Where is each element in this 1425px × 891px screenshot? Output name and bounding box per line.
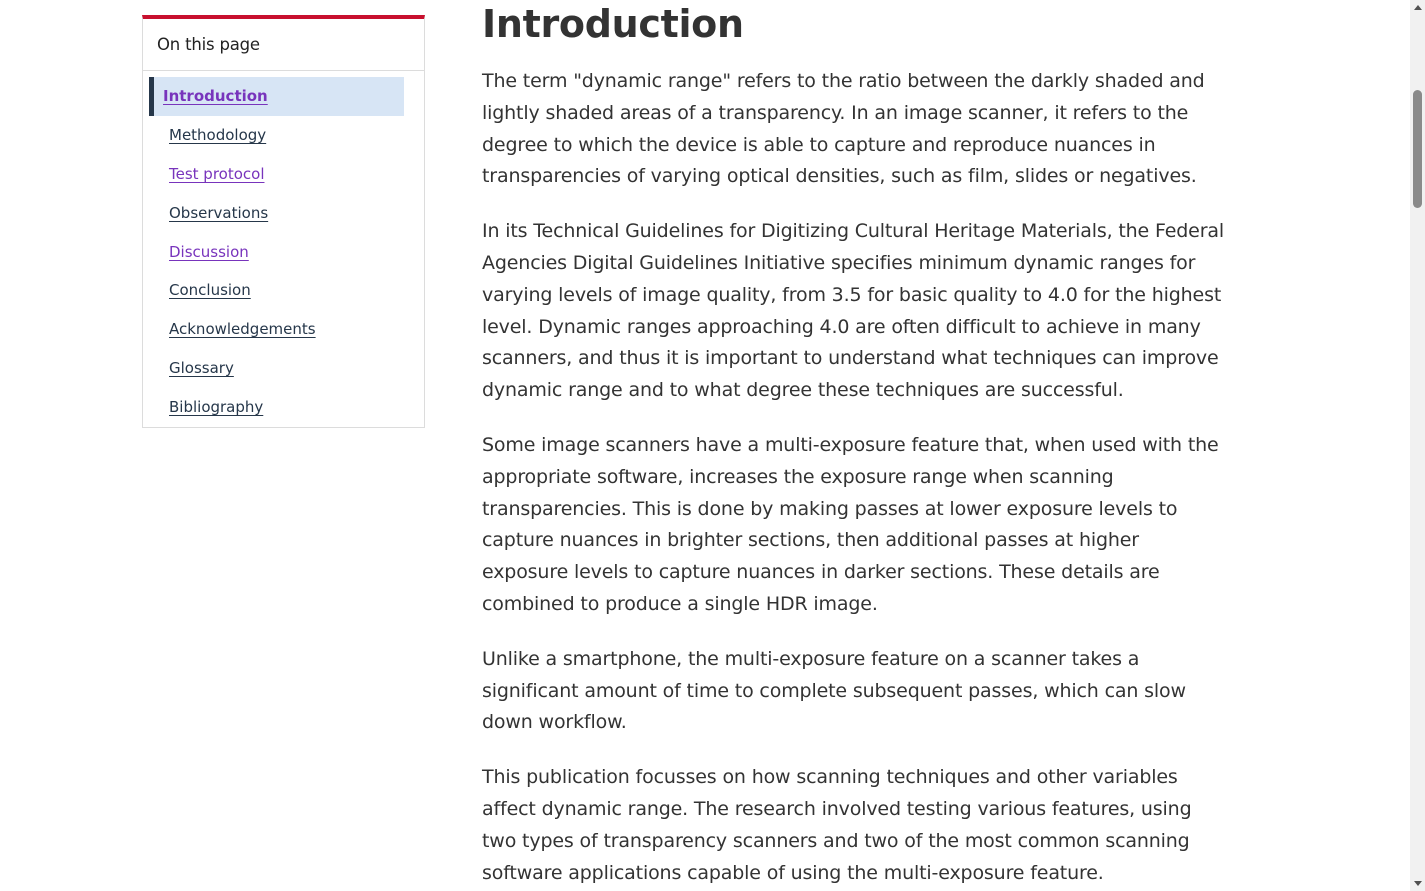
toc-item-observations <box>149 193 404 232</box>
toc-item-test-protocol <box>149 155 404 194</box>
toc-link-glossary[interactable]: Glossary <box>169 358 234 377</box>
toc-link-methodology[interactable]: Methodology <box>169 126 267 145</box>
scroll-up-arrow-icon[interactable] <box>1410 0 1425 15</box>
toc-item-discussion <box>149 232 404 271</box>
paragraph: Some image scanners have a multi-exposure feature that, when used with the appropriate software, increases the exposure range when scanning transparencies. This is done by making passes at lower exposure levels to capture nuances in brighter sections, then additional passes at higher exposure levels to capture nuances in darker sections. These details are combined to produce a single HDR image. <box>482 433 1219 615</box>
toc-link-test-protocol[interactable]: Test protocol <box>169 164 265 183</box>
main-content <box>482 0 1227 891</box>
toc-link-acknowledgements[interactable]: Acknowledgements <box>169 320 316 339</box>
paragraph: Unlike a smartphone, the multi-exposure feature on a scanner takes a significant amount of time to complete subsequent passes, which can slow down workflow. <box>482 647 1186 734</box>
scroll-down-arrow-icon[interactable] <box>1410 876 1425 891</box>
toc-list <box>143 71 424 426</box>
on-this-page-nav <box>142 15 425 428</box>
toc-link-introduction[interactable]: Introduction <box>163 87 268 106</box>
vertical-scrollbar[interactable] <box>1410 0 1425 891</box>
toc-item-methodology <box>149 116 404 155</box>
page-title: Introduction <box>482 2 744 46</box>
paragraph: The term "dynamic range" refers to the ratio between the darkly shaded and lightly shaded areas of a transparency. In an image scanner, it refers to the degree to which the device is able to capture and reproduce nuances in transparencies of varying optical densities, such as film, slides or negatives. <box>482 70 1205 188</box>
toc-item-bibliography <box>149 387 404 426</box>
toc-heading: On this page <box>143 19 424 71</box>
paragraph: This publication focusses on how scanning techniques and other variables affect dynamic range. The research involved testing various features, using two types of transparency scanners and two of the most common scanning software applications capable of using the multi-exposure feature. <box>482 766 1192 884</box>
toc-item-acknowledgements <box>149 310 404 349</box>
toc-item-conclusion <box>149 271 404 310</box>
toc-link-observations[interactable]: Observations <box>169 203 269 222</box>
toc-link-conclusion[interactable]: Conclusion <box>169 281 251 300</box>
toc-link-bibliography[interactable]: Bibliography <box>169 397 264 416</box>
article-body <box>482 66 1227 889</box>
toc-item-introduction <box>149 77 404 116</box>
paragraph: In its Technical Guidelines for Digitizing Cultural Heritage Materials, the Federal Agencies Digital Guidelines Initiative specifies minimum dynamic ranges for varying levels of image quality, from 3.5 for basic quality to 4.0 for the highest level. Dynamic ranges approaching 4.0 are often difficult to achieve in many scanners, and thus it is important to understand what techniques can improve dynamic range and to what degree these techniques are successful. <box>482 220 1224 402</box>
toc-item-glossary <box>149 349 404 388</box>
scrollbar-thumb[interactable] <box>1413 90 1422 208</box>
toc-link-discussion[interactable]: Discussion <box>169 242 249 261</box>
